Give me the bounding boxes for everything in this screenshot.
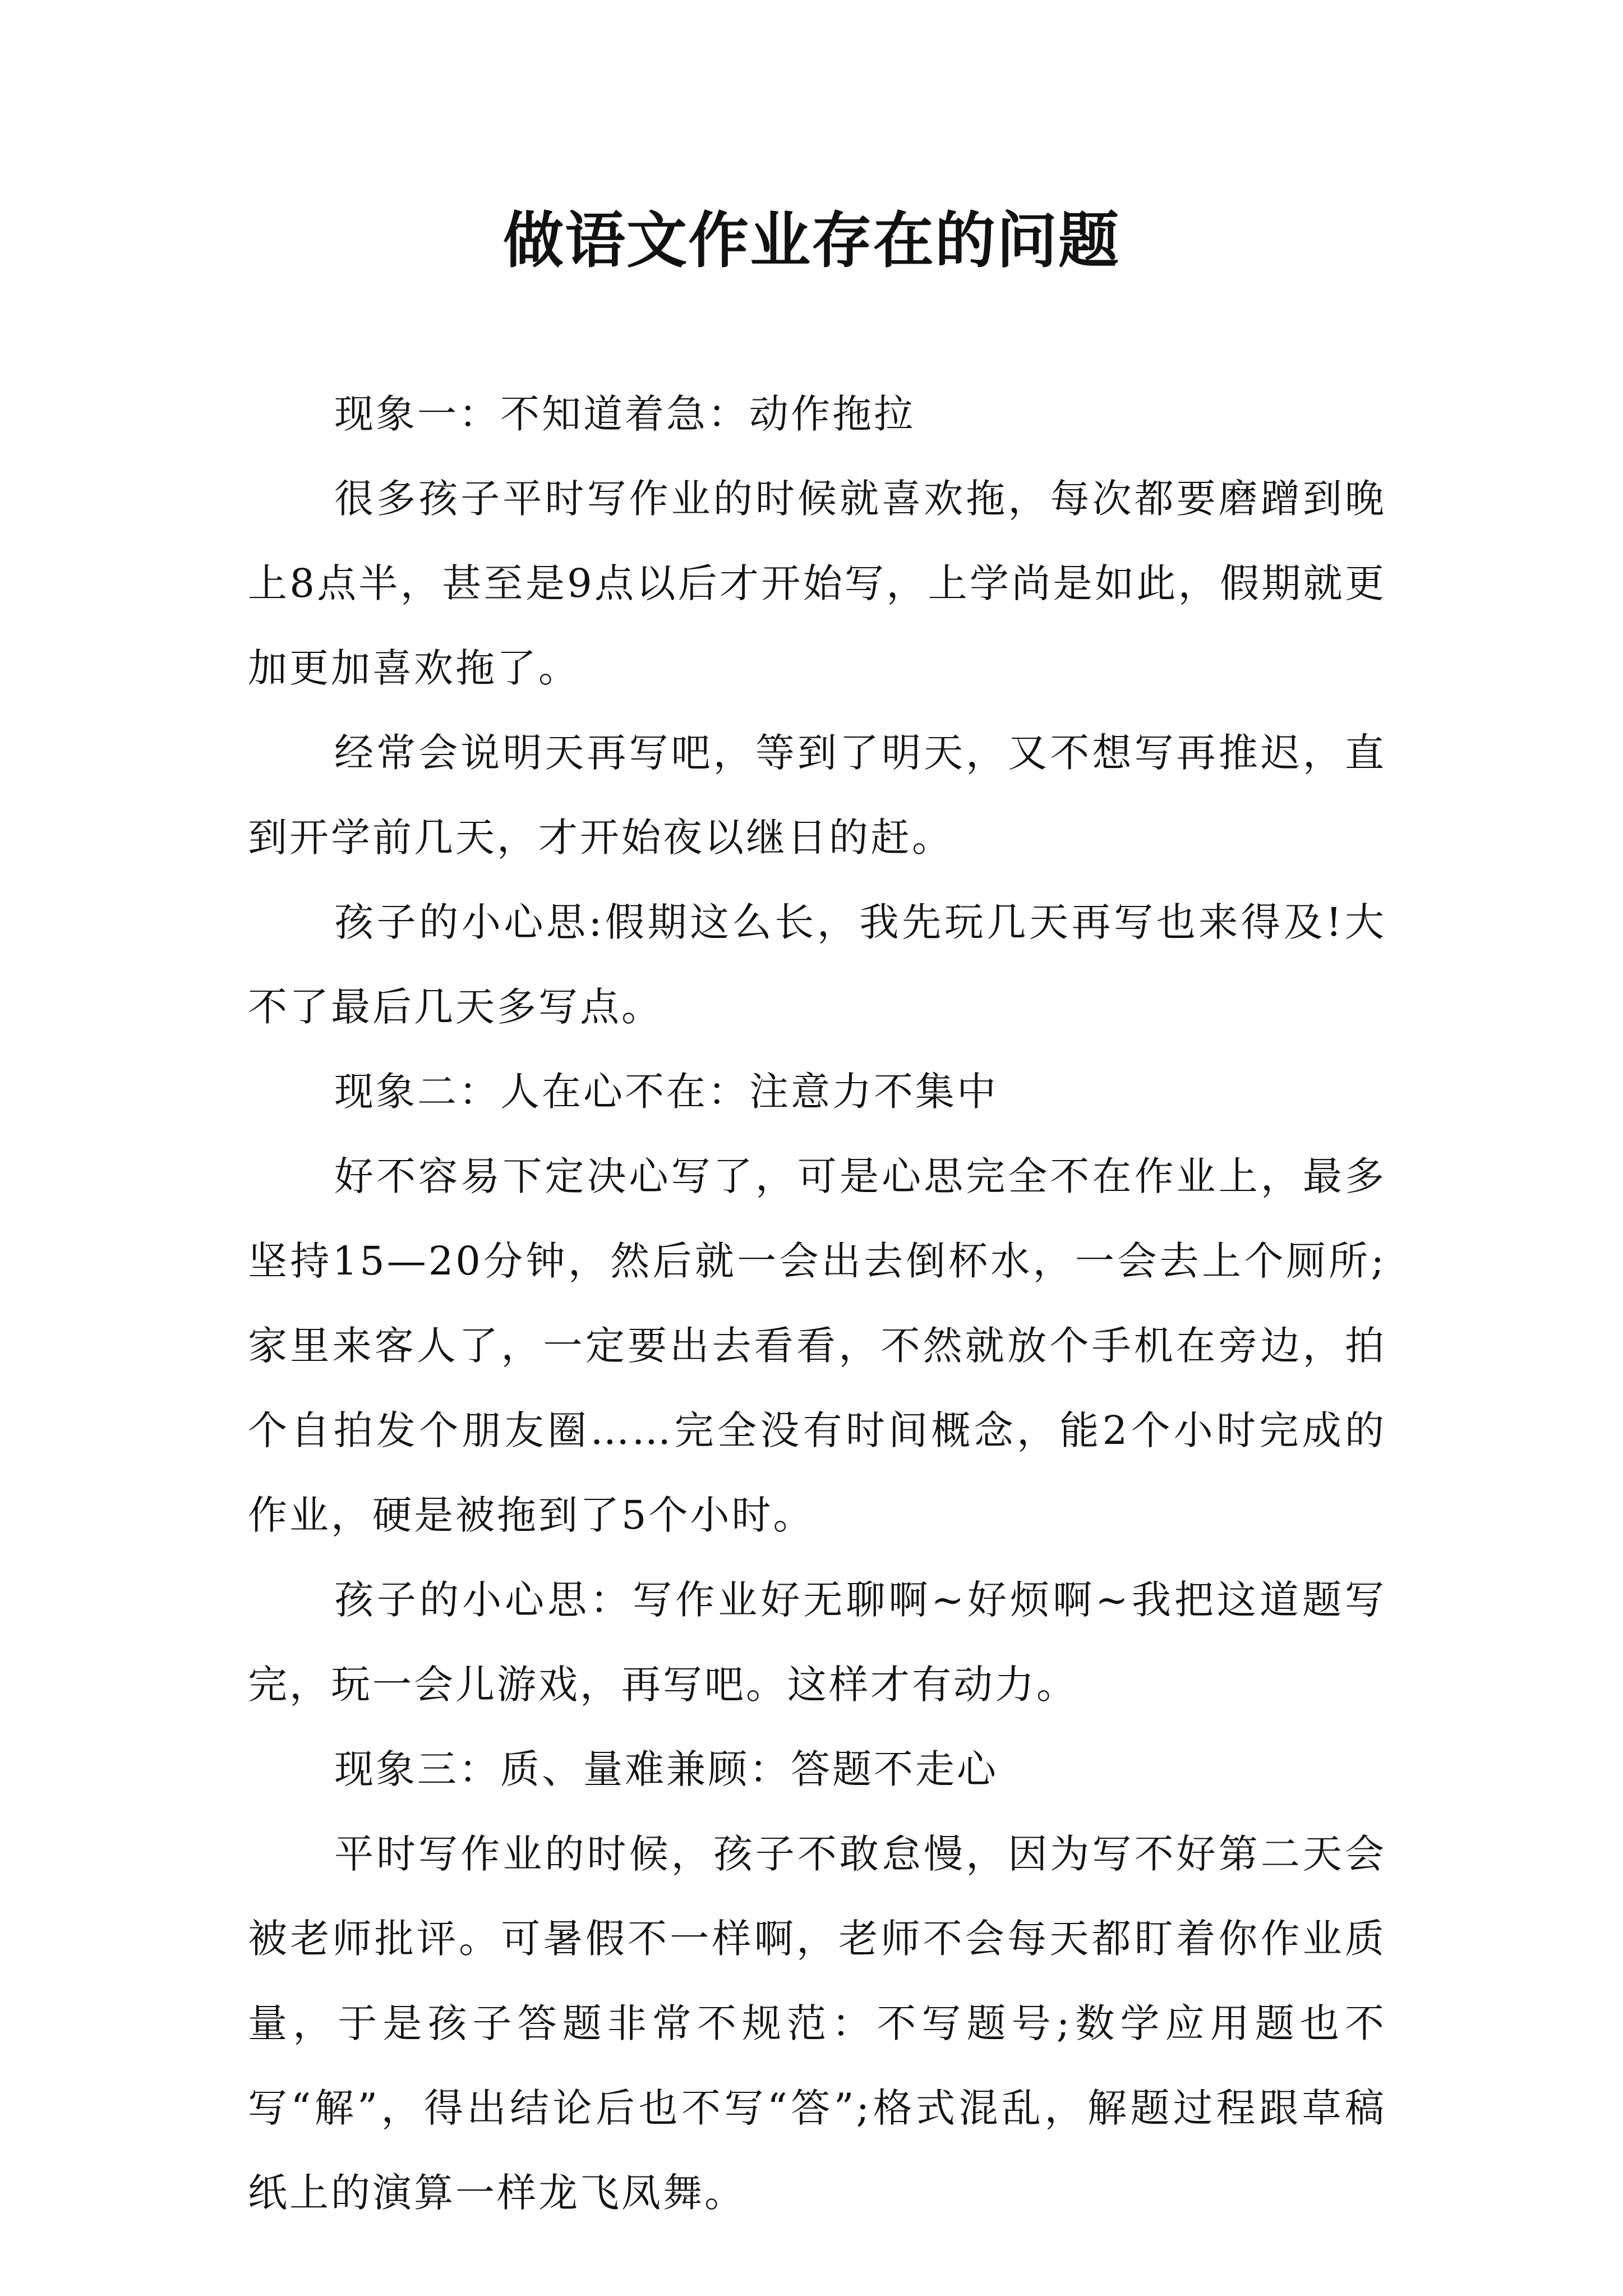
document-body: [248, 372, 1386, 2235]
paragraph-phenomenon-3-heading: 现象三：质、量难兼顾：答题不走心: [334, 1746, 998, 1792]
paragraph: 平时写作业的时候，孩子不敢怠慢，因为写不好第二天会被老师批评。可暑假不一样啊，老师不会每天都盯着你作业质量，于是孩子答题非常不规范：不写题号;数学应用题也不写“解”，得出结论后也不写“答”;格式混乱，解题过程跟草稿纸上的演算一样龙飞凤舞。: [248, 1831, 1386, 2216]
paragraph-phenomenon-1-heading: 现象一：不知道着急：动作拖拉: [334, 391, 915, 437]
paragraph: 经常会说明天再写吧，等到了明天，又不想写再推迟，直到开学前几天，才开始夜以继日的赶。: [248, 730, 1386, 861]
paragraph: 很多孩子平时写作业的时候就喜欢拖，每次都要磨蹭到晚上8点半，甚至是9点以后才开始写，上学尚是如此，假期就更加更加喜欢拖了。: [248, 476, 1386, 691]
paragraph: 孩子的小心思：写作业好无聊啊~好烦啊~我把这道题写完，玩一会儿游戏，再写吧。这样才有动力。: [248, 1577, 1386, 1708]
paragraph-phenomenon-2-heading: 现象二：人在心不在：注意力不集中: [334, 1069, 998, 1115]
paragraph: 孩子的小心思:假期这么长，我先玩几天再写也来得及!大不了最后几天多写点。: [248, 899, 1386, 1030]
paragraph: 好不容易下定决心写了，可是心思完全不在作业上，最多坚持15—20分钟，然后就一会出去倒杯水，一会去上个厕所;家里来客人了，一定要出去看看，不然就放个手机在旁边，拍个自拍发个朋友圈……完全没有时间概念，能2个小时完成的作业，硬是被拖到了5个小时。: [248, 1153, 1386, 1538]
document-title: 做语文作业存在的问题: [502, 206, 1120, 276]
